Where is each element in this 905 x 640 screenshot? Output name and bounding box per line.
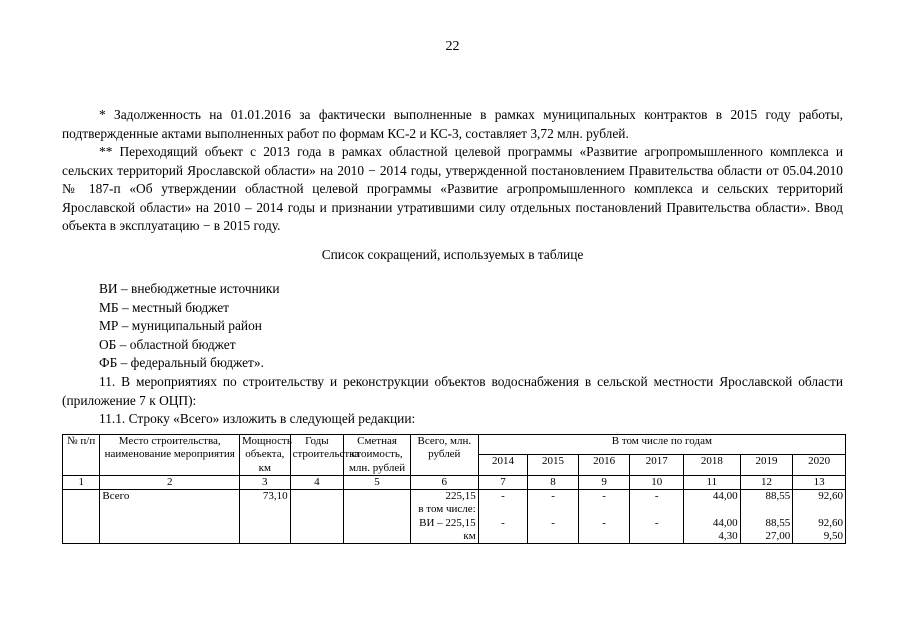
row-years [290,490,344,544]
cell-value: 9,50 [823,530,843,543]
cell-value [481,503,526,516]
cell-value: - [501,516,505,529]
year-2019-cell [740,490,793,544]
abbr-item: ОБ – областной бюджет [99,336,236,352]
row-power: 73,10 [240,490,291,544]
row-total [410,490,478,544]
cell-value: 92,60 [818,490,843,503]
abbr-item: МР – муниципальный район [99,318,262,334]
year-header: 2017 [630,455,684,475]
year-header: 2016 [578,455,630,475]
total-including: в том числе: [418,503,476,516]
cell-value [530,530,576,543]
column-index: 11 [684,475,741,489]
column-index: 7 [478,475,528,489]
header-power: Мощность объекта, км [240,435,291,476]
row-cost [344,490,411,544]
header-years: Годы строительства [290,435,344,476]
year-header: 2018 [684,455,741,475]
year-header: 2015 [528,455,579,475]
abbr-item: ФБ – федеральный бюджет». [99,355,264,371]
cell-value: - [602,490,606,503]
column-index: 5 [344,475,411,489]
cell-value: - [654,516,659,529]
column-index: 3 [240,475,291,489]
year-header: 2019 [740,455,793,475]
year-2015-cell [528,490,579,544]
year-2016-cell [578,490,630,544]
cell-value [581,503,628,516]
cell-value [743,503,791,516]
cell-value: - [501,490,505,503]
cell-value: - [602,516,606,529]
total-value: 225,15 [445,490,476,503]
column-index: 13 [793,475,846,489]
year-header: 2014 [478,455,528,475]
column-index: 9 [578,475,630,489]
abbr-item: ВИ – внебюджетные источники [99,281,280,296]
cell-value: 88,55 [765,516,791,529]
footnote-carryover: ** Переходящий объект с 2013 года в рамках областной целевой программы «Развитие агропромышленного комплекса и сельских территорий Ярославской области» на 2010 − 2014 годы, утвержденной постановлением Правительства области от 05.04.2010 № 187-п «Об утверждении областной целевой программы «Развитие агропромышленного комплекса и сельских территорий Ярославской области» на 2010 – 2014 годы и признании утратившими силу отдельных постановлений Правительства области». Ввод объекта в эксплуатацию − в 2015 году. [62,144,843,234]
footnote-debt: * Задолженность на 01.01.2016 за фактически выполненные в рамках муниципальных контрактов в 2015 году работы, подтвержденные актами выполненных работ по формам КС-2 и КС-3, составляет 3,72 млн. рублей. [62,107,843,141]
year-2014-cell [478,490,528,544]
cell-value [581,530,628,543]
cell-value [795,503,843,516]
header-num: № п/п [63,435,100,476]
cell-value: - [551,490,555,503]
header-place: Место строительства, наименование мероприятия [100,435,240,476]
abbr-item: МБ – местный бюджет [99,299,230,315]
cell-value: - [551,516,555,529]
cell-value: 44,00 [712,516,738,529]
header-by-years: В том числе по годам [478,435,845,455]
column-index: 2 [100,475,240,489]
funding-table [62,434,846,544]
year-2018-cell [684,490,741,544]
cell-value: 92,60 [818,516,843,529]
year-2020-cell [793,490,846,544]
cell-value: 4,30 [718,530,738,543]
paragraph-11: 11. В мероприятиях по строительству и реконструкции объектов водоснабжения в сельской местности Ярославской области (приложение 7 к ОЦП): [62,374,843,408]
cell-value: 88,55 [765,490,791,503]
column-index: 8 [528,475,579,489]
cell-value [632,503,681,516]
column-index: 1 [63,475,100,489]
cell-value: - [654,490,659,503]
header-total: Всего, млн. рублей [410,435,478,476]
year-header: 2020 [793,455,846,475]
column-index: 6 [410,475,478,489]
header-cost: Сметная стоимость, млн. рублей [344,435,411,476]
cell-value: 27,00 [765,530,791,543]
abbreviations-heading: Список сокращений, используемых в таблице [321,247,584,262]
row-num [63,490,100,544]
cell-value [686,503,738,516]
total-vi: ВИ – 225,15 [419,516,476,529]
year-2017-cell [630,490,684,544]
page-number: 22 [445,39,460,54]
abbreviations-list [99,280,280,373]
row-label: Всего [100,490,240,544]
paragraph-11-1: 11.1. Строку «Всего» изложить в следующей редакции: [99,411,416,426]
column-index: 10 [630,475,684,489]
cell-value [632,530,681,543]
total-km: км [463,530,476,543]
cell-value [530,503,576,516]
cell-value: 44,00 [712,490,738,503]
column-index: 4 [290,475,344,489]
cell-value [481,530,526,543]
column-index: 12 [740,475,793,489]
